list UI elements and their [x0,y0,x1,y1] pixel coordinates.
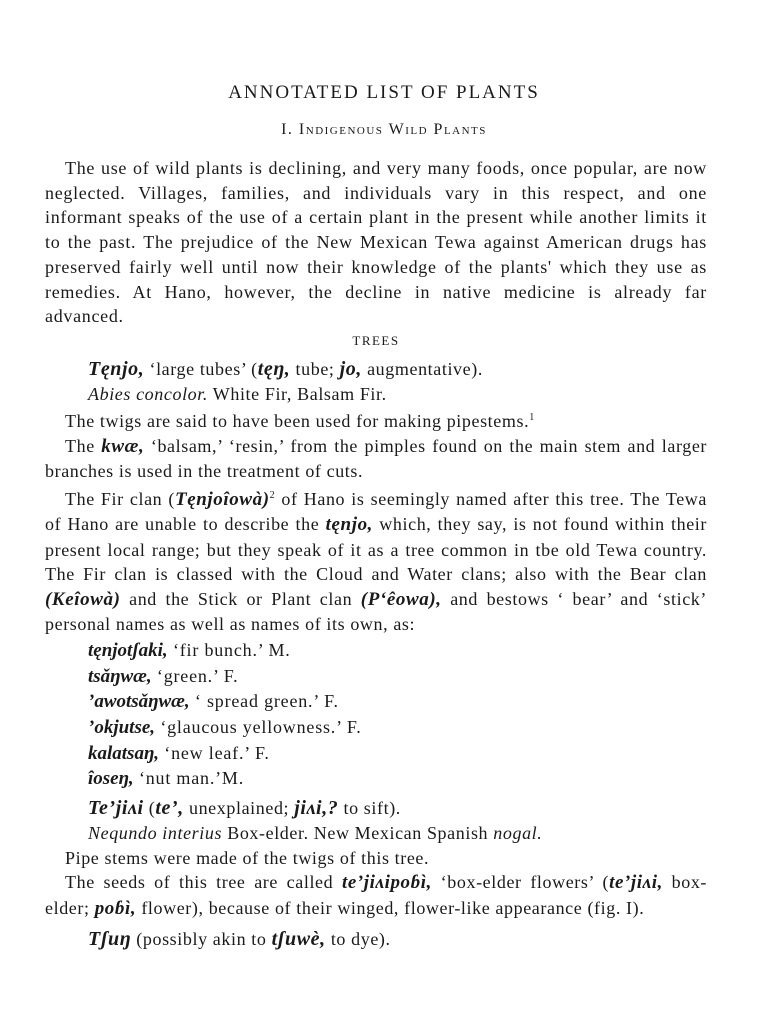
paragraph-text: and bestows ‘ bear’ and ‘stick’ personal names as well as names of its own, as: [45,588,707,635]
list-item [88,664,707,690]
paragraph-text: ‘balsam,’ ‘resin,’ from the pimples found on the main stem and larger branches is used in the treatment of cuts. [45,435,708,482]
paragraph-text: and the Stick or Plant clan [120,588,361,609]
personal-name: îoseŋ, [88,768,134,790]
name-gloss: ‘green.’ F. [151,665,239,686]
footnote-marker[interactable]: 2 [269,489,276,501]
common-name: Box-elder. New Mexican Spanish [222,823,494,844]
native-term: te’jiʌi, [609,872,663,894]
native-term: te’jiʌipoɓì, [341,872,432,894]
paragraph-text: ‘box-elder flowers’ ( [431,872,610,893]
paragraph-text: The [65,435,102,456]
native-term: Tęnjoîowà) [175,488,270,510]
entry-term-part: jo, [339,357,362,380]
list-item [88,689,707,715]
list-item [88,715,707,741]
entry-term-part: jiʌi,? [294,797,339,820]
personal-name: kalatsaŋ, [88,742,159,764]
native-term: (Keîowà) [45,588,121,610]
paragraph-text: flower), because of their winged, flower-like appearance (fig. I). [136,897,645,918]
paragraph [45,406,707,434]
body-text [45,156,707,952]
scientific-name: Nequndo interius [88,823,223,844]
paragraph [45,870,707,921]
entry-heading-tenjo [45,357,707,382]
scientific-name: Abies concolor. [88,383,208,404]
name-gloss: ‘nut man.’M. [133,768,245,789]
paragraph-text: The seeds of this tree are called [65,872,342,893]
entry-term: Tʃuŋ [88,928,132,951]
footnote-marker[interactable]: 1 [529,412,535,424]
paragraph-text: of Hano is seemingly named after this tree. The Tewa of Hano are unable to describe the [45,488,707,535]
list-item [88,638,707,664]
native-term: poɓì, [94,897,137,919]
entry-term: Te’jiʌi [88,797,144,820]
entry-term-part: tʃuwè, [271,928,326,951]
personal-name: tęnjotʃaki, [88,639,168,661]
paragraph: Pipe stems were made of the twigs of this tree. [65,847,430,868]
native-term: tęnjo, [325,514,374,536]
section-heading-trees: TREES [352,332,400,348]
personal-name: ’okjutse, [88,717,156,739]
name-gloss: ‘new leaf.’ F. [158,742,270,763]
list-item [88,741,707,767]
section-subtitle: I. Indigenous Wild Plants [281,121,487,138]
spanish-name: nogal. [493,823,543,844]
paragraph-text: which, they say, is not found within their present local range; but they speak of it as a tree common in tbe old Tewa country. The Fir clan is classed with the Cloud and Water clans; also with the Bear clan [45,514,707,585]
name-gloss: ‘ spread green.’ F. [189,691,339,712]
list-item [88,766,707,792]
entry-gloss: ‘large tubes’ ( [144,358,258,379]
entry-gloss-part: augmentative). [361,358,483,379]
paragraph-text: The twigs are said to have been used for making pipestems. [65,411,530,432]
personal-names-list [45,638,707,792]
personal-name: ’awotsǎŋwæ, [88,691,190,713]
page-title: ANNOTATED LIST OF PLANTS [228,82,540,103]
personal-name: tsǎŋwæ, [88,665,152,687]
entry-gloss-part: to sift). [338,798,401,819]
entry-term: Tęnjo, [88,357,145,380]
native-term: (P‘êowa), [360,588,442,610]
paragraph [45,484,707,637]
name-gloss: ‘fir bunch.’ M. [167,639,291,660]
entry-gloss: ( [143,798,156,819]
entry-heading-tshun [45,927,707,952]
entry-gloss-part: unexplained; [183,798,295,819]
paragraph-text: box-elder; [45,872,708,918]
entry-gloss-part: tube; [290,358,340,379]
entry-term-part: te’, [155,797,184,820]
entry-gloss-part: to dye). [325,929,391,950]
name-gloss: ‘glaucous yellowness.’ F. [155,717,362,738]
intro-paragraph: The use of wild plants is declining, and very many foods, once popular, are now neglected. Villages, families, and individuals vary in this respect, and one informant speaks of the use of a certain plant in the present while another limits it to the past. The prejudice of the New Mexican Tewa against American drugs has preserved fairly well until now their knowledge of the plants' which they use as remedies. At Hano, however, the decline in native medicine is already far advanced. [45,158,707,327]
species-line [45,382,707,407]
common-name: White Fir, Balsam Fir. [207,383,387,404]
paragraph-text: The Fir clan ( [65,488,175,509]
entry-term-part: tęŋ, [257,357,291,380]
species-line [45,821,707,846]
paragraph [45,434,707,484]
entry-heading-tejili [45,796,707,821]
native-term: kwæ, [101,435,145,457]
entry-gloss: (possibly akin to [131,929,272,950]
